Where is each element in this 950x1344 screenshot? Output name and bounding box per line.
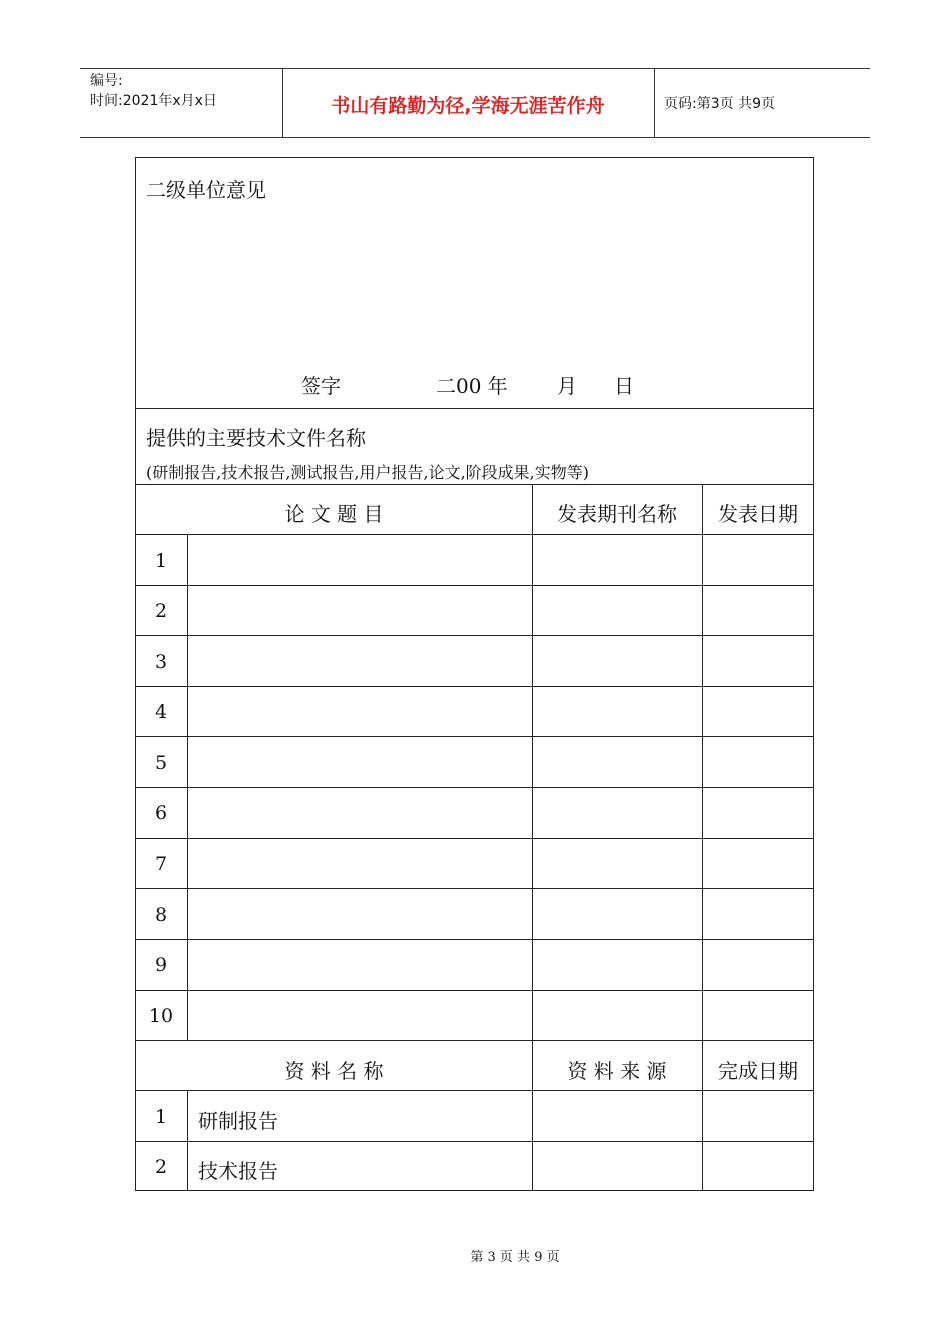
row-divider (136, 939, 813, 940)
paper-row-number: 4 (154, 701, 168, 723)
paper-row-number: 7 (154, 853, 168, 875)
paper-row-number: 1 (154, 550, 168, 572)
materials-header-source: 资 料 来 源 (567, 1059, 667, 1083)
row-divider (136, 484, 813, 485)
row-divider (136, 635, 813, 636)
row-divider (136, 408, 813, 409)
papers-header-date: 发表日期 (718, 502, 798, 526)
paper-row-number: 10 (148, 1005, 174, 1027)
material-row-number: 2 (154, 1156, 168, 1178)
docs-note: (研制报告,技术报告,测试报告,用户报告,论文,阶段成果,实物等) (146, 463, 590, 482)
row-divider (136, 736, 813, 737)
row-divider (136, 585, 813, 586)
papers-header-journal: 发表期刊名称 (557, 502, 677, 526)
header-meta (90, 71, 217, 111)
paper-row-number: 6 (154, 802, 168, 824)
header-motto: 书山有路勤为径,学海无涯苦作舟 (331, 95, 605, 117)
row-divider (136, 990, 813, 991)
column-divider (187, 534, 188, 1040)
row-divider (136, 686, 813, 687)
date-month: 月 (557, 374, 577, 398)
row-divider (136, 888, 813, 889)
page-footer: 第 3 页 共 9 页 (470, 1250, 560, 1265)
material-row-number: 1 (154, 1106, 168, 1128)
opinion-title: 二级单位意见 (146, 178, 266, 202)
row-divider (136, 838, 813, 839)
row-divider (136, 1141, 813, 1142)
time-label: 时间:2021年x月x日 (90, 93, 217, 109)
docs-title: 提供的主要技术文件名称 (146, 426, 366, 450)
paper-row-number: 2 (154, 600, 168, 622)
signature-label: 签字 (301, 374, 341, 398)
row-divider (136, 787, 813, 788)
paper-row-number: 9 (154, 954, 168, 976)
material-row-name: 技术报告 (198, 1159, 278, 1183)
row-divider (136, 1040, 813, 1041)
paper-row-number: 3 (154, 651, 168, 673)
header-divider (654, 69, 655, 137)
paper-row-number: 8 (154, 904, 168, 926)
date-year: 二00 年 (436, 374, 508, 398)
header-page-number: 页码:第3页 共9页 (664, 96, 775, 112)
page-header (80, 68, 870, 138)
row-divider (136, 1090, 813, 1091)
material-row-name: 研制报告 (198, 1109, 278, 1133)
column-divider (702, 484, 703, 1190)
number-label: 编号: (90, 73, 123, 89)
date-day: 日 (614, 374, 634, 398)
row-divider (136, 534, 813, 535)
column-divider (532, 484, 533, 1190)
paper-row-number: 5 (154, 752, 168, 774)
materials-header-name: 资 料 名 称 (284, 1059, 384, 1083)
column-divider (187, 1090, 188, 1190)
papers-header-title: 论 文 题 目 (284, 502, 384, 526)
materials-header-date: 完成日期 (718, 1059, 798, 1083)
application-form-table (135, 157, 814, 1191)
